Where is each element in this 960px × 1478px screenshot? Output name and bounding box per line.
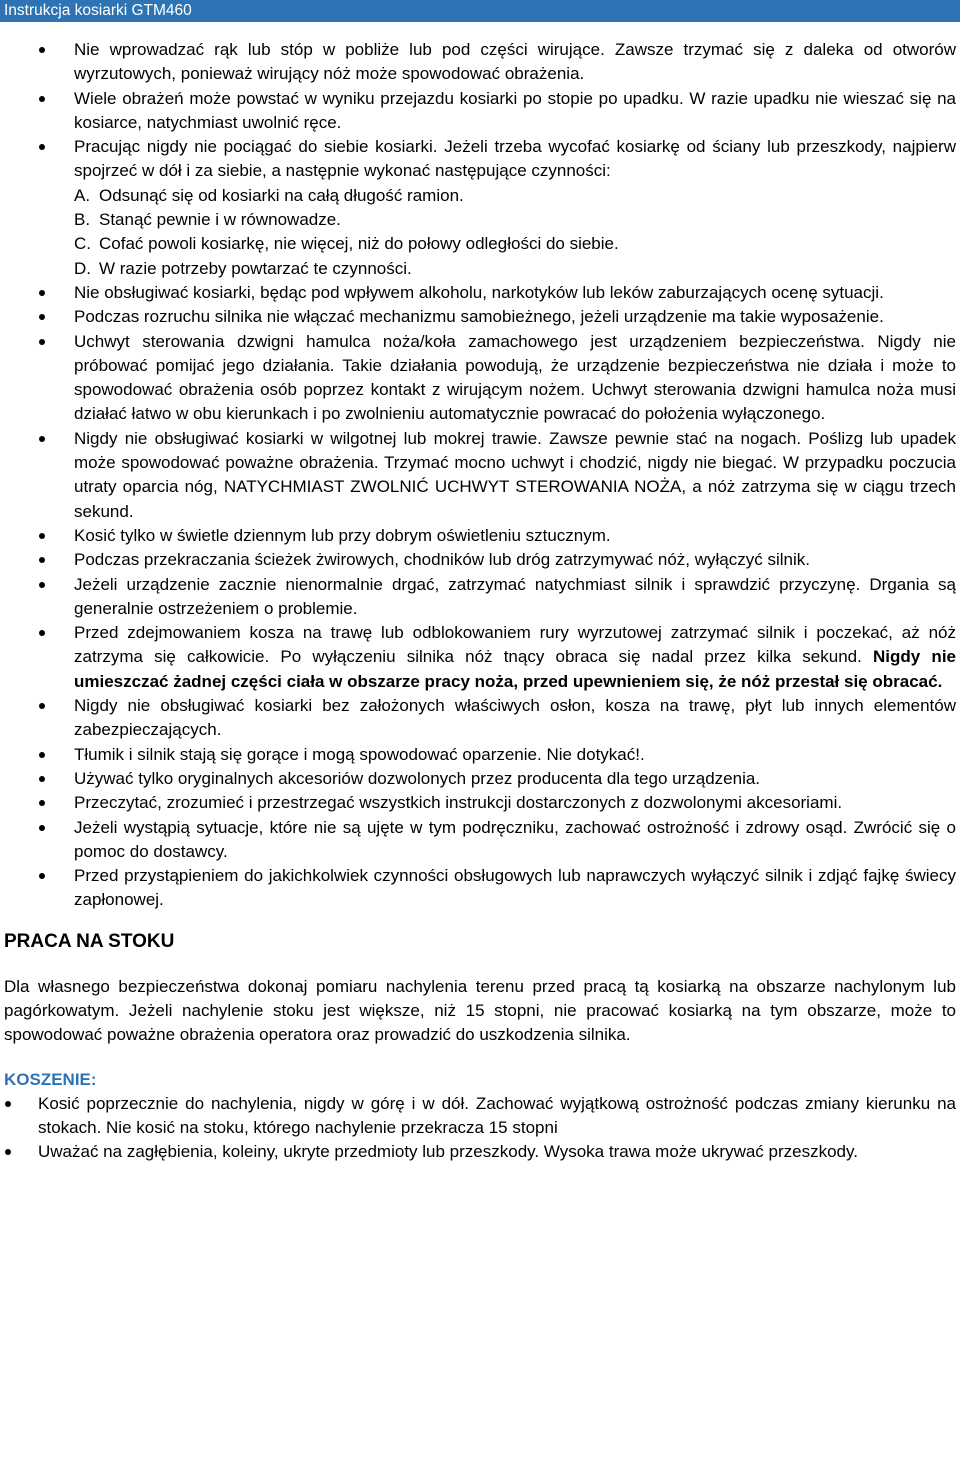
list-item: Podczas przekraczania ścieżek żwirowych, chodników lub dróg zatrzymywać nóż, wyłączyć silnik. — [74, 548, 956, 572]
list-item: Nigdy nie obsługiwać kosiarki bez założonych właściwych osłon, kosza na trawę, płyt lub innych elementów zabezpieczających. — [74, 694, 956, 743]
step-text: Cofać powoli kosiarkę, nie więcej, niż do połowy odległości do siebie. — [99, 234, 619, 254]
list-item: Przeczytać, zrozumieć i przestrzegać wszystkich instrukcji dostarczonych z dozwolonymi akcesoriami. — [74, 791, 956, 815]
list-item: Używać tylko oryginalnych akcesoriów dozwolonych przez producenta dla tego urządzenia. — [74, 767, 956, 791]
list-item: Nigdy nie obsługiwać kosiarki w wilgotnej lub mokrej trawie. Zawsze pewnie stać na nogach. Poślizg lub upadek może spowodować poważne obrażenia. Trzymać mocno uchwyt i chodzić, nigdy nie biegać. W przypadku poczucia utraty oparcia nóg, NATYCHMIAST ZWOLNIĆ UCHWYT STEROWANIA NOŻA, a nóż zatrzyma się w ciągu trzech sekund. — [74, 427, 956, 524]
list-item: Nie wprowadzać rąk lub stóp w pobliże lub pod części wirujące. Zawsze trzymać się z daleka od otworów wyrzutowych, ponieważ wirujący nóż może spowodować obrażenia. — [74, 38, 956, 87]
step-marker: C. — [74, 234, 91, 254]
safety-list — [0, 38, 960, 913]
list-item: Jeżeli urządzenie zacznie nienormalnie drgać, zatrzymać natychmiast silnik i sprawdzić przyczynę. Drgania są generalnie ostrzeżeniem o problemie. — [74, 573, 956, 622]
step-marker: A. — [74, 185, 91, 205]
step-item — [74, 208, 956, 232]
step-item — [74, 232, 956, 256]
step-text: Odsunąć się od kosiarki na całą długość ramion. — [99, 185, 464, 205]
list-item: Podczas rozruchu silnika nie włączać mechanizmu samobieżnego, jeżeli urządzenie ma takie wyposażenie. — [74, 305, 956, 329]
list-item: Tłumik i silnik stają się gorące i mogą spowodować oparzenie. Nie dotykać!. — [74, 743, 956, 767]
list-item: Jeżeli wystąpią sytuacje, które nie są ujęte w tym podręczniku, zachować ostrożność i zdrowy osąd. Zwrócić się o pomoc do dostawcy. — [74, 816, 956, 865]
section-title-mowing: KOSZENIE: — [4, 1069, 97, 1089]
document-header — [0, 0, 960, 22]
step-list — [74, 184, 956, 281]
list-item: Nie obsługiwać kosiarki, będąc pod wpływem alkoholu, narkotyków lub leków zaburzających ocenę sytuacji. — [74, 281, 956, 305]
document-body — [0, 38, 960, 1165]
list-item: Wiele obrażeń może powstać w wyniku przejazdu kosiarki po stopie po upadku. W razie upadku nie wieszać się na kosiarce, natychmiast uwolnić ręce. — [74, 87, 956, 136]
list-item-text: Przed zdejmowaniem kosza na trawę lub odblokowaniem rury wyrzutowej zatrzymać silnik i poczekać, aż nóż zatrzyma się całkowicie. Po wyłączeniu silnika nóż tnący obraca się nadal przez kilka sekund. — [74, 623, 956, 667]
step-marker: B. — [74, 210, 91, 230]
section-title-slope: PRACA NA STOKU — [4, 930, 175, 952]
step-item — [74, 257, 956, 281]
list-item: Przed przystąpieniem do jakichkolwiek czynności obsługowych lub naprawczych wyłączyć silnik i zdjąć fajkę świecy zapłonowej. — [74, 864, 956, 913]
list-item — [74, 621, 956, 694]
list-item: Kosić tylko w świetle dziennym lub przy dobrym oświetleniu sztucznym. — [74, 524, 956, 548]
list-item: Uważać na zagłębienia, koleiny, ukryte przedmioty lub przeszkody. Wysoka trawa może ukrywać przeszkody. — [38, 1140, 956, 1164]
slope-paragraph: Dla własnego bezpieczeństwa dokonaj pomiaru nachylenia terenu przed pracą tą kosiarką na obszarze nachylonym lub pagórkowatym. Jeżeli nachylenie stoku jest większe, niż 15 stopni, nie pracować kosiarką na tym obszarze, może to spowodować poważne obrażenia operatora oraz prowadzić do uszkodzenia silnika. — [4, 976, 956, 1045]
mowing-list — [0, 1092, 960, 1165]
document-title: Instrukcja kosiarki GTM460 — [4, 2, 192, 19]
warning-note: Nigdy nie umieszczać żadnej części ciała w obszarze pracy noża, przed upewnieniem się, że nóż przestał się obracać. — [74, 647, 956, 691]
list-item: Uchwyt sterowania dzwigni hamulca noża/koła zamachowego jest urządzeniem bezpieczeństwa. Nigdy nie próbować pomijać jego działania. Takie działania powodują, że urządzenie bezpieczeństwa nie działa i może to spowodować obrażenia osób poprzez kontakt z wirującym nożem. Uchwyt sterowania dzwigni hamulca noża musi działać łatwo w obu kierunkach i po zwolnieniu automatycznie powracać do położenia wyłączonego. — [74, 330, 956, 427]
list-item — [74, 135, 956, 281]
step-text: W razie potrzeby powtarzać te czynności. — [99, 258, 412, 278]
step-item — [74, 184, 956, 208]
list-item: Kosić poprzecznie do nachylenia, nigdy w górę i w dół. Zachować wyjątkową ostrożność podczas zmiany kierunku na stokach. Nie kosić na stoku, którego nachylenie przekracza 15 stopni — [38, 1092, 956, 1141]
step-marker: D. — [74, 258, 91, 278]
step-text: Stanąć pewnie i w równowadze. — [99, 210, 341, 230]
list-item-text: Pracując nigdy nie pociągać do siebie kosiarki. Jeżeli trzeba wycofać kosiarkę od ściany lub przeszkody, najpierw spojrzeć w dół i za siebie, a następnie wykonać następujące czynności: — [74, 137, 956, 181]
